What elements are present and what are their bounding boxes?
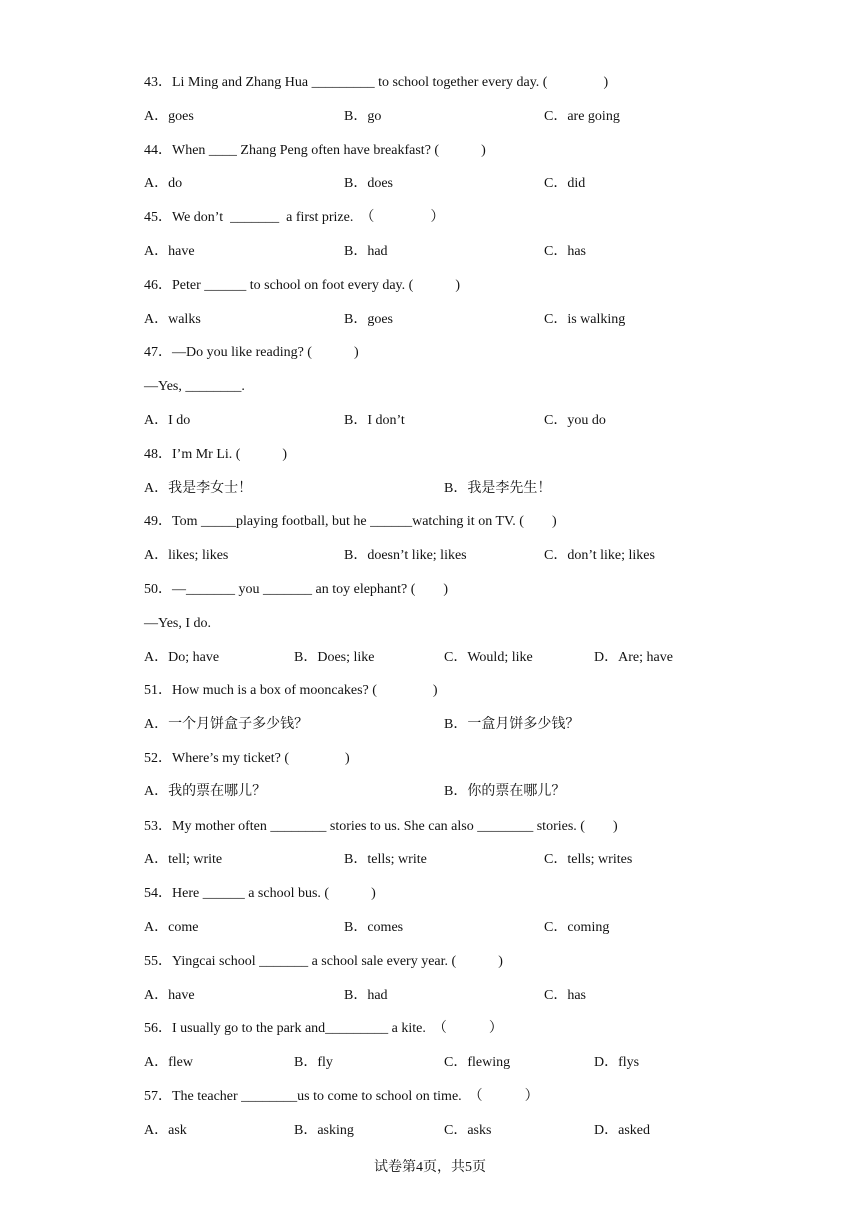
question-47-reply: —Yes, ________.	[144, 379, 245, 394]
question-52-option-a: A．我的票在哪儿？	[144, 784, 267, 799]
question-55-option-b: B．had	[344, 988, 388, 1003]
question-47-option-b: B．I don’t	[344, 413, 405, 428]
question-55-option-a: A．have	[144, 988, 195, 1003]
question-56-stem: 56．I usually go to the park and_________ a kite. （ ）	[144, 1021, 503, 1036]
question-51-option-b: B．一盒月饼多少钱？	[444, 717, 580, 732]
question-56-option-d: D．flys	[594, 1055, 640, 1070]
question-48-stem: 48．I’m Mr Li. ( )	[144, 447, 288, 462]
question-49-option-b: B．doesn’t like; likes	[344, 548, 467, 563]
question-44-stem: 44．When ____ Zhang Peng often have breakfast? ( )	[144, 143, 486, 158]
question-51-stem: 51．How much is a box of mooncakes? ( )	[144, 683, 438, 698]
question-43-option-b: B．go	[344, 109, 382, 124]
question-46-option-c: C．is walking	[544, 312, 626, 327]
question-53-option-c: C．tells; writes	[544, 852, 633, 867]
page-footer: 试卷第4页，共5页	[374, 1160, 486, 1175]
question-52-stem: 52．Where’s my ticket? ( )	[144, 751, 350, 766]
question-57-option-d: D．asked	[594, 1123, 650, 1138]
question-54-option-a: A．come	[144, 920, 199, 935]
question-49-stem: 49．Tom _____playing football, but he ______watching it on TV. ( )	[144, 514, 557, 529]
question-48-option-b: B．我是李先生！	[444, 481, 552, 496]
question-46-option-b: B．goes	[344, 312, 393, 327]
question-55-stem: 55．Yingcai school _______ a school sale every year. ( )	[144, 954, 503, 969]
question-53-option-b: B．tells; write	[344, 852, 427, 867]
question-45-stem: 45．We don’t _______ a first prize. （ ）	[144, 210, 445, 225]
question-44-option-a: A．do	[144, 176, 183, 191]
question-46-option-a: A．walks	[144, 312, 201, 327]
question-47-option-a: A．I do	[144, 413, 191, 428]
question-53-stem: 53．My mother often ________ stories to us. She can also ________ stories. ( )	[144, 819, 618, 834]
question-56-option-c: C．flewing	[444, 1055, 511, 1070]
question-50-option-c: C．Would; like	[444, 650, 533, 665]
question-57-option-a: A．ask	[144, 1123, 187, 1138]
question-57-stem: 57．The teacher ________us to come to school on time. （ ）	[144, 1089, 539, 1104]
question-48-option-a: A．我是李女士！	[144, 481, 253, 496]
question-50-option-a: A．Do; have	[144, 650, 220, 665]
question-52-option-b: B．你的票在哪儿？	[444, 784, 566, 799]
question-43-option-c: C．are going	[544, 109, 620, 124]
question-57-option-c: C．asks	[444, 1123, 492, 1138]
question-43-option-a: A．goes	[144, 109, 194, 124]
question-54-option-b: B．comes	[344, 920, 404, 935]
question-44-option-b: B．does	[344, 176, 393, 191]
question-51-option-a: A．一个月饼盒子多少钱？	[144, 717, 309, 732]
question-45-option-c: C．has	[544, 244, 586, 259]
question-46-stem: 46．Peter ______ to school on foot every day. ( )	[144, 278, 460, 293]
question-44-option-c: C．did	[544, 176, 586, 191]
question-50-reply: —Yes, I do.	[144, 616, 212, 631]
question-43-stem: 43．Li Ming and Zhang Hua _________ to school together every day. ( )	[144, 75, 609, 90]
question-45-option-a: A．have	[144, 244, 195, 259]
question-47-option-c: C．you do	[544, 413, 606, 428]
question-45-option-b: B．had	[344, 244, 388, 259]
question-53-option-a: A．tell; write	[144, 852, 223, 867]
question-47-stem: 47．—Do you like reading? ( )	[144, 345, 359, 360]
question-50-stem: 50．—_______ you _______ an toy elephant? ( )	[144, 582, 449, 597]
question-54-option-c: C．coming	[544, 920, 610, 935]
question-50-option-d: D．Are; have	[594, 650, 673, 665]
question-49-option-a: A．likes; likes	[144, 548, 229, 563]
question-56-option-a: A．flew	[144, 1055, 193, 1070]
question-49-option-c: C．don’t like; likes	[544, 548, 655, 563]
question-56-option-b: B．fly	[294, 1055, 333, 1070]
question-57-option-b: B．asking	[294, 1123, 354, 1138]
question-50-option-b: B．Does; like	[294, 650, 375, 665]
question-55-option-c: C．has	[544, 988, 586, 1003]
question-54-stem: 54．Here ______ a school bus. ( )	[144, 886, 376, 901]
